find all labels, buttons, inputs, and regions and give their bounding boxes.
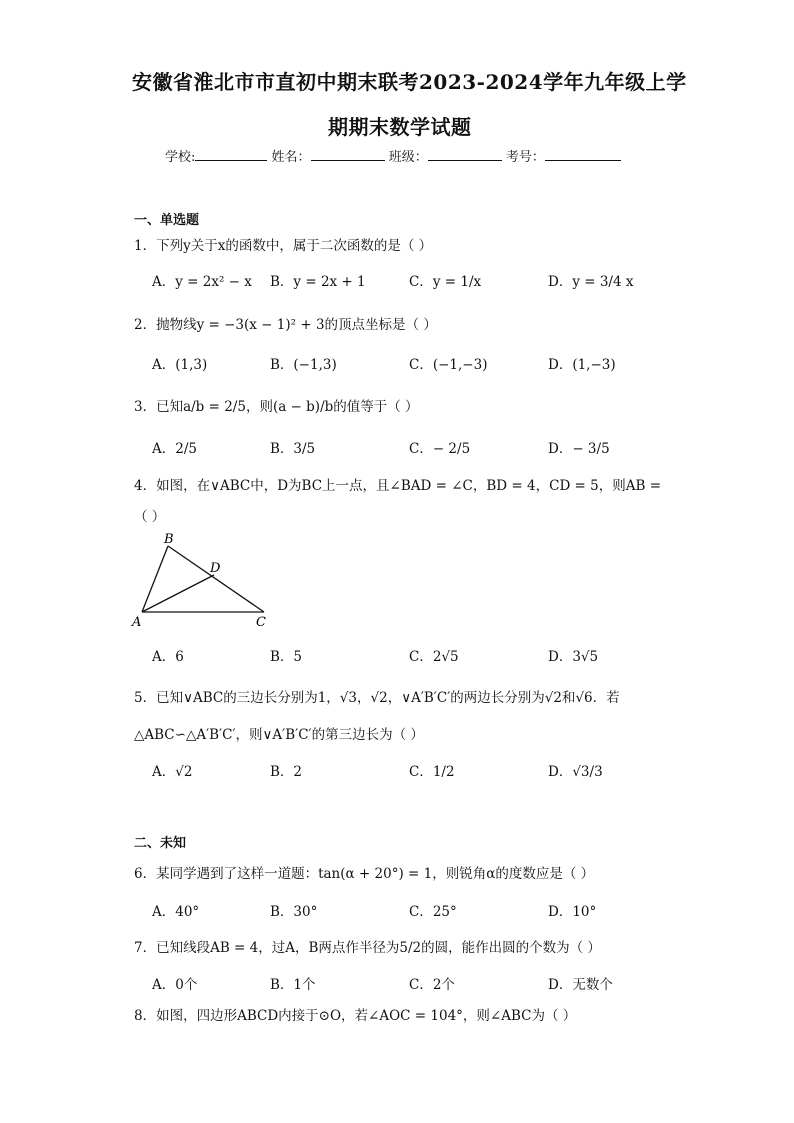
q3-option-b[interactable]: B．3/5 <box>270 441 316 457</box>
q5-option-c[interactable]: C．1/2 <box>409 764 455 780</box>
figure-label-a: A <box>132 615 142 630</box>
question-3: 3．已知a/b = 2/5，则(a − b)/b的值等于（ ） <box>134 399 419 415</box>
figure-label-c: C <box>256 615 266 630</box>
q5-option-b[interactable]: B．2 <box>270 764 303 780</box>
section-heading-1: 一、单选题 <box>134 213 200 228</box>
question-2: 2．抛物线y = −3(x − 1)² + 3的顶点坐标是（ ） <box>134 317 437 333</box>
q1-option-b[interactable]: B．y = 2x + 1 <box>270 274 366 290</box>
q6-option-d[interactable]: D．10° <box>548 904 597 920</box>
q3-options <box>0 437 794 459</box>
name-blank[interactable] <box>311 146 385 161</box>
q3-option-d[interactable]: D．− 3/5 <box>548 441 610 457</box>
question-5-line-2: △ABC∽△A′B′C′，则∨A′B′C′的第三边长为（ ） <box>134 727 424 743</box>
q3-option-c[interactable]: C．− 2/5 <box>409 441 471 457</box>
exam-number-label: 考号： <box>505 150 545 165</box>
q1-option-d[interactable]: D．y = 3/4 x <box>548 274 634 290</box>
q2-options <box>0 353 794 375</box>
q2-option-d[interactable]: D．(1,−3) <box>548 357 616 373</box>
question-6: 6．某同学遇到了这样一道题：tan(α + 20°) = 1，则锐角α的度数应是（ ） <box>134 866 595 882</box>
q4-option-b[interactable]: B．5 <box>270 649 303 665</box>
class-label: 班级： <box>388 150 428 165</box>
q4-option-c[interactable]: C．2√5 <box>409 649 459 665</box>
q7-option-b[interactable]: B．1个 <box>270 977 316 993</box>
q6-option-a[interactable]: A．40° <box>152 904 200 920</box>
q7-options <box>0 973 794 995</box>
q6-option-c[interactable]: C．25° <box>409 904 457 920</box>
question-4-line-2: （ ） <box>134 509 166 525</box>
q3-option-a[interactable]: A．2/5 <box>152 441 197 457</box>
class-blank[interactable] <box>428 146 502 161</box>
q2-option-b[interactable]: B．(−1,3) <box>270 357 337 373</box>
figure-label-b: B <box>164 532 174 547</box>
q7-option-d[interactable]: D．无数个 <box>548 977 613 993</box>
q1-options <box>0 270 794 292</box>
q6-option-b[interactable]: B．30° <box>270 904 318 920</box>
question-8: 8．如图，四边形ABCD内接于⊙O，若∠AOC = 104°，则∠ABC为（ ） <box>134 1008 577 1024</box>
q2-option-c[interactable]: C．(−1,−3) <box>409 357 488 373</box>
q4-option-a[interactable]: A．6 <box>152 649 184 665</box>
school-blank[interactable] <box>195 146 267 161</box>
question-1: 1．下列y关于x的函数中，属于二次函数的是（ ） <box>134 238 433 254</box>
question-5-line-1: 5．已知∨ABC的三边长分别为1，√3，√2，∨A′B′C′的两边长分别为√2和√6．若 <box>134 690 620 706</box>
q4-option-d[interactable]: D．3√5 <box>548 649 599 665</box>
section-heading-2: 二、未知 <box>134 836 187 851</box>
school-label: 学校: <box>165 150 196 165</box>
q1-option-c[interactable]: C．y = 1/x <box>409 274 482 290</box>
exam-number-blank[interactable] <box>545 146 621 161</box>
title-line-1: 安徽省淮北市市直初中期末联考2023-2024学年九年级上学 <box>132 70 687 94</box>
question-7: 7．已知线段AB = 4，过A，B两点作半径为5/2的圆，能作出圆的个数为（ ） <box>134 940 601 956</box>
title-line-2: 期期末数学试题 <box>328 115 472 139</box>
q7-option-a[interactable]: A．0个 <box>152 977 198 993</box>
figure-label-d: D <box>210 561 221 576</box>
name-label: 姓名： <box>271 150 311 165</box>
q5-option-a[interactable]: A．√2 <box>152 764 193 780</box>
q5-options <box>0 760 794 782</box>
question-4-line-1: 4．如图，在∨ABC中，D为BC上一点，且∠BAD = ∠C，BD = 4，CD = 5，则AB = <box>134 478 662 494</box>
q6-options <box>0 900 794 922</box>
q1-option-a[interactable]: A．y = 2x² − x <box>152 274 252 290</box>
q4-triangle-figure <box>128 530 278 630</box>
q5-option-d[interactable]: D．√3/3 <box>548 764 603 780</box>
q7-option-c[interactable]: C．2个 <box>409 977 455 993</box>
student-info-fields <box>165 146 621 165</box>
q2-option-a[interactable]: A．(1,3) <box>152 357 208 373</box>
q4-options <box>0 645 794 667</box>
